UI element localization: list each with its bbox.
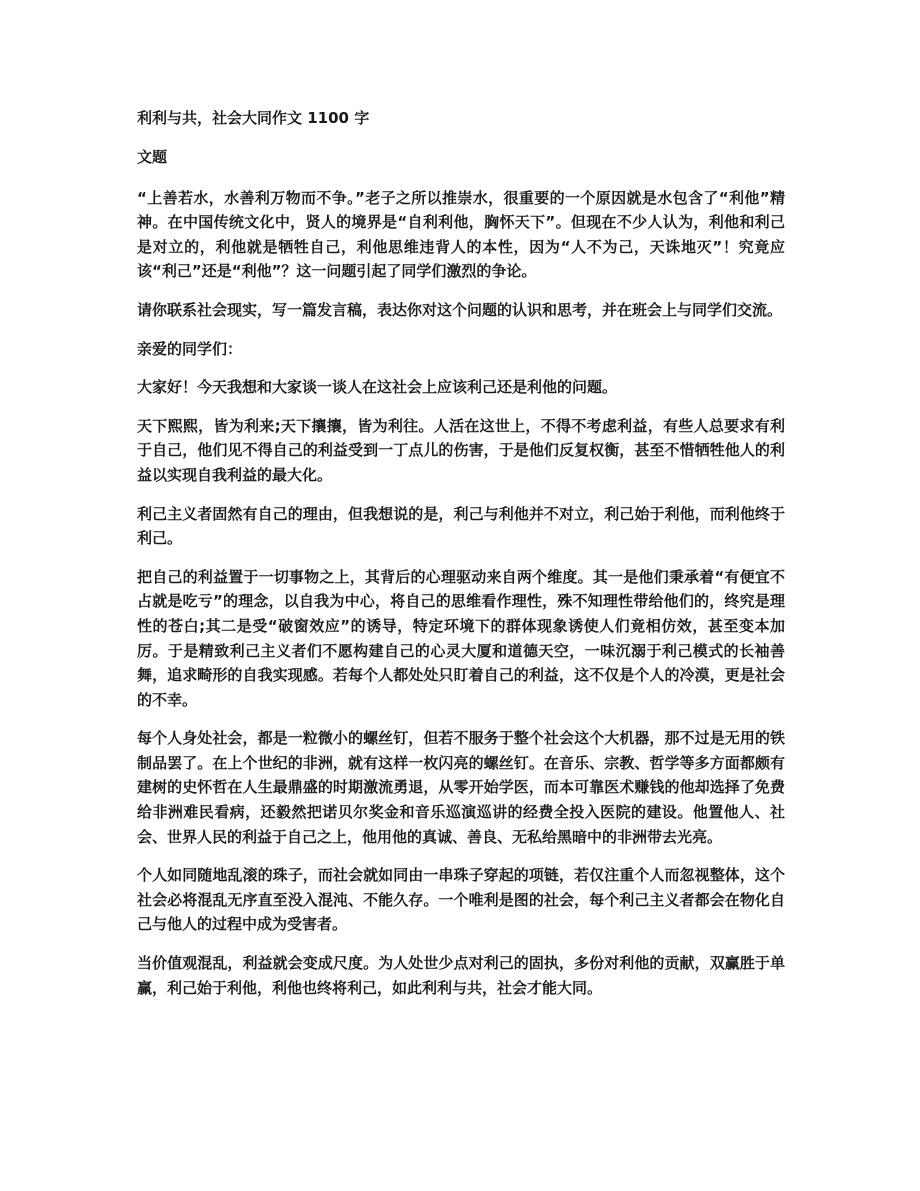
document-title: 利利与共，社会大同作文 1100 字 xyxy=(137,109,370,127)
salutation: 亲爱的同学们： xyxy=(137,339,243,358)
essay-document xyxy=(137,107,785,1014)
task-paragraph: 请你联系社会现实，写一篇发言稿，表达你对这个问题的认识和思考，并在班会上与同学们交流。 xyxy=(137,300,783,319)
body-paragraph: 把自己的利益置于一切事物之上，其背后的心理驱动来自两个维度。其一是他们秉承着“有便宜不占就是吃亏”的理念，以自我为中心，将自己的思维看作理性，殊不知理性带给他们的，终究是理性的苍白;其二是受“破窗效应”的诱导，特定环境下的群体现象诱使人们竟相仿效，甚至变本加厉。于是精致利己主义者们不愿构建自己的心灵大厦和道德天空，一味沉溺于利己模式的长袖善舞，追求畸形的自我实现感。若每个人都处处只盯着自己的利益，这不仅是个人的冷漠，更是社会的不幸。 xyxy=(137,567,785,709)
section-label: 文题 xyxy=(137,148,168,166)
prompt-paragraph: “上善若水，水善利万物而不争。”老子之所以推崇水，很重要的一个原因就是水包含了“利他”精神。在中国传统文化中，贤人的境界是“自利利他，胸怀天下”。但现在不少人认为，利他和利己是对立的，利他就是牺牲自己，利他思维违背人的本性，因为“人不为己，天诛地灭”！究竟应该“利己”还是“利他”？这一问题引起了同学们激烈的争论。 xyxy=(137,188,785,281)
greeting-paragraph: 大家好！今天我想和大家谈一谈人在这社会上应该利己还是利他的问题。 xyxy=(137,378,618,397)
body-paragraph: 个人如同随地乱滚的珠子，而社会就如同由一串珠子穿起的项链，若仅注重个人而忽视整体，这个社会必将混乱无序直至没入混沌、不能久存。一个唯利是图的社会，每个利己主义者都会在物化自己与他人的过程中成为受害者。 xyxy=(137,866,785,934)
body-paragraph: 利己主义者固然有自己的理由，但我想说的是，利己与利他并不对立，利己始于利他，而利他终于利己。 xyxy=(137,504,785,548)
conclusion-paragraph: 当价值观混乱，利益就会变成尺度。为人处世少点对利己的固执，多份对利他的贡献，双赢胜于单赢，利己始于利他，利他也终将利己，如此利利与共，社会才能大同。 xyxy=(137,954,785,997)
body-paragraph: 天下熙熙，皆为利来;天下攘攘，皆为利往。人活在这世上，不得不考虑利益，有些人总要求有利于自己，他们见不得自己的利益受到一丁点儿的伤害，于是他们反复权衡，甚至不惜牺牲他人的利益以实现自我利益的最大化。 xyxy=(137,416,785,484)
body-paragraph: 每个人身处社会，都是一粒微小的螺丝钉，但若不服务于整个社会这个大机器，那不过是无用的铁制品罢了。在上个世纪的非洲，就有这样一枚闪亮的螺丝钉。在音乐、宗教、哲学等多方面都颇有建树的史怀哲在人生最鼎盛的时期激流勇退，从零开始学医，而本可靠医术赚钱的他却选择了免费给非洲难民看病，还毅然把诺贝尔奖金和音乐巡演巡讲的经费全投入医院的建设。他置他人、社会、世界人民的利益于自己之上，他用他的真诚、善良、无私给黑暗中的非洲带去光亮。 xyxy=(137,729,785,846)
